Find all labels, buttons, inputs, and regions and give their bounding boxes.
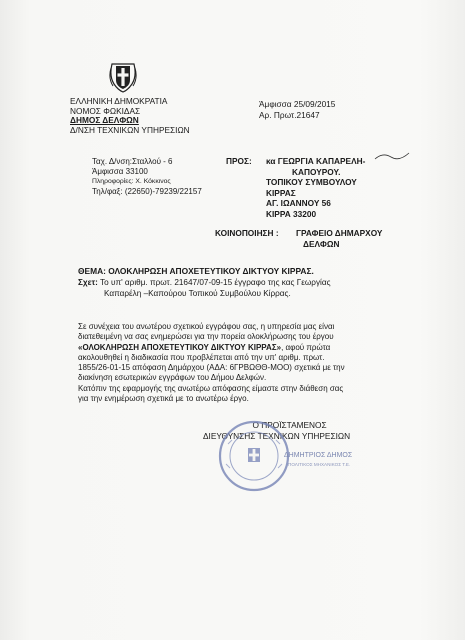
body-line: 1855/26-01-15 απόφαση Δημάρχου (ΑΔΑ: 6ΓΡΒΩΘΘ-ΜΟΟ) σχετικά με την xyxy=(78,363,345,373)
recipient-line: ΚΙΡΡΑΣ xyxy=(266,187,296,198)
prefecture-name: ΝΟΜΟΣ ΦΩΚΙΔΑΣ xyxy=(70,105,141,116)
municipality-name: ΔΗΜΟΣ ΔΕΛΦΩΝ xyxy=(70,115,139,126)
postal-address: Ταχ. Δ/νση:Σταλλού - 6 xyxy=(92,157,173,166)
greek-state-emblem-icon xyxy=(107,60,139,94)
cc-line: ΔΕΛΦΩΝ xyxy=(303,238,340,249)
subject-line: ΘΕΜΑ: ΟΛΟΚΛΗΡΩΣΗ ΑΠΟΧΕΤΕΥΤΙΚΟΥ ΔΙΚΤΥΟΥ ΚΙΡΡΑΣ. xyxy=(78,266,314,276)
recipient-line: ΚΙΡΡΑ 33200 xyxy=(266,208,317,219)
date-protocol-block xyxy=(259,99,335,120)
phone-fax: Τηλ/φαξ: (22650)-79239/22157 xyxy=(92,187,202,196)
cc-line: ΓΡΑΦΕΙΟ ΔΗΜΑΡΧΟΥ xyxy=(296,228,383,238)
recipient-line: ΤΟΠΙΚΟΥ ΣΥΜΒΟΥΛΟΥ xyxy=(266,177,357,187)
reference-label: Σχετ: xyxy=(78,278,98,287)
body-line: Σε συνέχεια του ανωτέρου σχετικού εγγράφου σας, η υπηρεσία μας είναι xyxy=(78,322,335,331)
reference-block xyxy=(78,278,331,299)
stamp-signatory-name: ΔΗΜΗΤΡΙΟΣ ΔΗΜΟΣ xyxy=(284,452,353,459)
signatory-department: ΔΙΕΥΘΥΝΣΗΣ ΤΕΧΝΙΚΩΝ ΥΠΗΡΕΣΙΩΝ xyxy=(203,430,351,441)
reference-text: Το υπ' αριθμ. πρωτ. 21647/07-09-15 έγγραφο της κας Γεωργίας xyxy=(97,278,331,287)
handwritten-mark-icon xyxy=(373,150,413,162)
recipient-line: ΚΑΠΟΥΡΟΥ. xyxy=(292,166,341,177)
recipient-address xyxy=(266,156,365,219)
department-name: Δ/ΝΣΗ ΤΕΧΝΙΚΩΝ ΥΠΗΡΕΣΙΩΝ xyxy=(70,124,190,135)
recipient-line: κα ΓΕΩΡΓΙΑ ΚΑΠΑΡΕΛΗ- xyxy=(266,156,366,166)
official-seal-stamp-icon xyxy=(214,414,294,494)
body-line: ακολουθηθεί η διαδικασία που προβλέπεται από την υπ' αριθμ. πρωτ. xyxy=(78,352,325,362)
contact-block xyxy=(92,157,202,197)
project-title: «ΟΛΟΚΛΗΡΩΣΗ ΑΠΟΧΕΤΕΥΤΙΚΟΥ ΔΙΚΤΥΟΥ ΚΙΡΡΑΣ» xyxy=(78,342,282,352)
recipient-line: ΑΓ. ΙΩΑΝΝΟΥ 56 xyxy=(266,198,331,208)
republic-name: ΕΛΛΗΝΙΚΗ ΔΗΜΟΚΡΑΤΙΑ xyxy=(70,96,168,106)
information-contact: Πληροφορίες: Χ. Κόκκινος xyxy=(92,178,171,185)
signatory-title: Ο ΠΡΟΪΣΤΑΜΕΝΟΣ xyxy=(252,420,327,430)
body-line: για την ενημέρωση σχετικά με το ανωτέρω έργο. xyxy=(78,394,249,404)
body-line: , αφού πρώτα xyxy=(281,342,331,352)
protocol-number: Αρ. Πρωτ.21647 xyxy=(259,109,320,120)
letter-date: Άμφισσα 25/09/2015 xyxy=(259,99,336,109)
recipient-label: ΠΡΟΣ: xyxy=(226,156,252,166)
cc-label: ΚΟΙΝΟΠΟΙΗΣΗ : xyxy=(215,228,279,238)
body-line: διατεθειμένη να σας ενημερώσει για την πορεία ολοκλήρωσης του έργου xyxy=(78,332,334,342)
body-line: Κατόπιν της εφαρμογής της ανωτέρω απόφασης είμαστε στην διάθεση σας xyxy=(78,383,344,393)
body-line: διακίνηση εσωτερικών εγγράφων του Δήμου Δελφών. xyxy=(78,373,267,383)
stamp-signatory-role: ΠΟΛΙΤΙΚΟΣ ΜΗΧΑΝΙΚΟΣ Τ.Ε. xyxy=(288,462,351,467)
city-postcode: Άμφισσα 33100 xyxy=(92,167,148,176)
letter-body xyxy=(78,322,345,404)
cc-recipient xyxy=(296,228,382,249)
reference-text: Καπαρέλη –Καπούρου Τοπικού Συμβούλου Κίρρας. xyxy=(104,288,291,298)
issuer-block xyxy=(70,97,190,135)
